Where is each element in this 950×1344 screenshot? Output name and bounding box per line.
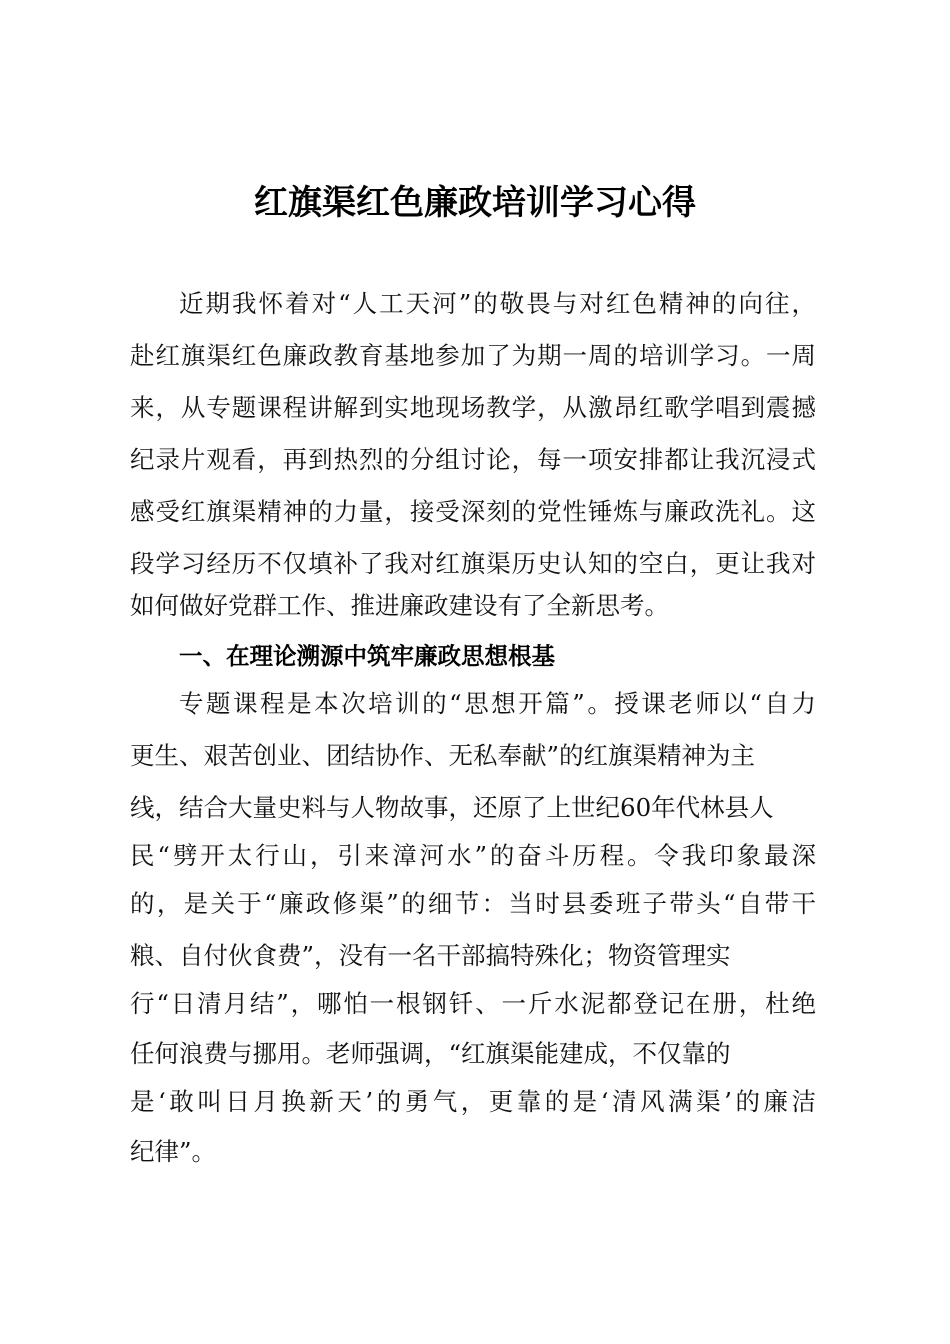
paragraph-1-line: 赴红旗渠红色廉政教育基地参加了为期一周的培训学习。一周 [130, 341, 816, 370]
paragraph-1-line: 段学习经历不仅填补了我对红旗渠历史认知的空白，更让我对 [130, 549, 816, 578]
paragraph-2-line: 粮、自付伙食费”，没有一名干部搞特殊化；物资管理实 [130, 941, 731, 970]
paragraph-1-line: 如何做好党群工作、推进廉政建设有了全新思考。 [130, 591, 669, 620]
section-heading: 一、在理论溯源中筑牢廉政思想根基 [179, 642, 555, 670]
paragraph-1-line: 来，从专题课程讲解到实地现场教学，从激昂红歌学唱到震撼 [130, 393, 816, 422]
document-title: 红旗渠红色廉政培训学习心得 [254, 183, 696, 223]
paragraph-2-line: 是‘敢叫日月换新天’的勇气，更靠的是‘清风满渠’的廉洁 [130, 1087, 816, 1116]
paragraph-1-line: 感受红旗渠精神的力量，接受深刻的党性锤炼与廉政洗礼。这 [130, 497, 816, 526]
paragraph-2-line: 专题课程是本次培训的“思想开篇”。授课老师以“自力 [179, 689, 816, 718]
paragraph-2-line: 任何浪费与挪用。老师强调，“红旗渠能建成，不仅靠的 [130, 1039, 731, 1068]
paragraph-2-line: 的，是关于“廉政修渠”的细节：当时县委班子带头“自带干 [130, 889, 816, 918]
paragraph-2-line: 民“劈开太行山，引来漳河水”的奋斗历程。令我印象最深 [130, 841, 816, 870]
paragraph-2-line: 更生、艰苦创业、团结协作、无私奉献”的红旗渠精神为主 [130, 741, 756, 770]
paragraph-1-line: 近期我怀着对“人工天河”的敬畏与对红色精神的向往， [179, 289, 816, 318]
paragraph-2-line: 纪律”。 [130, 1137, 217, 1166]
paragraph-2-line: 线，结合大量史料与人物故事，还原了上世纪60年代林县人 [130, 793, 774, 822]
paragraph-2-line: 行“日清月结”，哪怕一根钢钎、一斤水泥都登记在册，杜绝 [130, 989, 816, 1018]
paragraph-1-line: 纪录片观看，再到热烈的分组讨论，每一项安排都让我沉浸式 [130, 445, 816, 474]
